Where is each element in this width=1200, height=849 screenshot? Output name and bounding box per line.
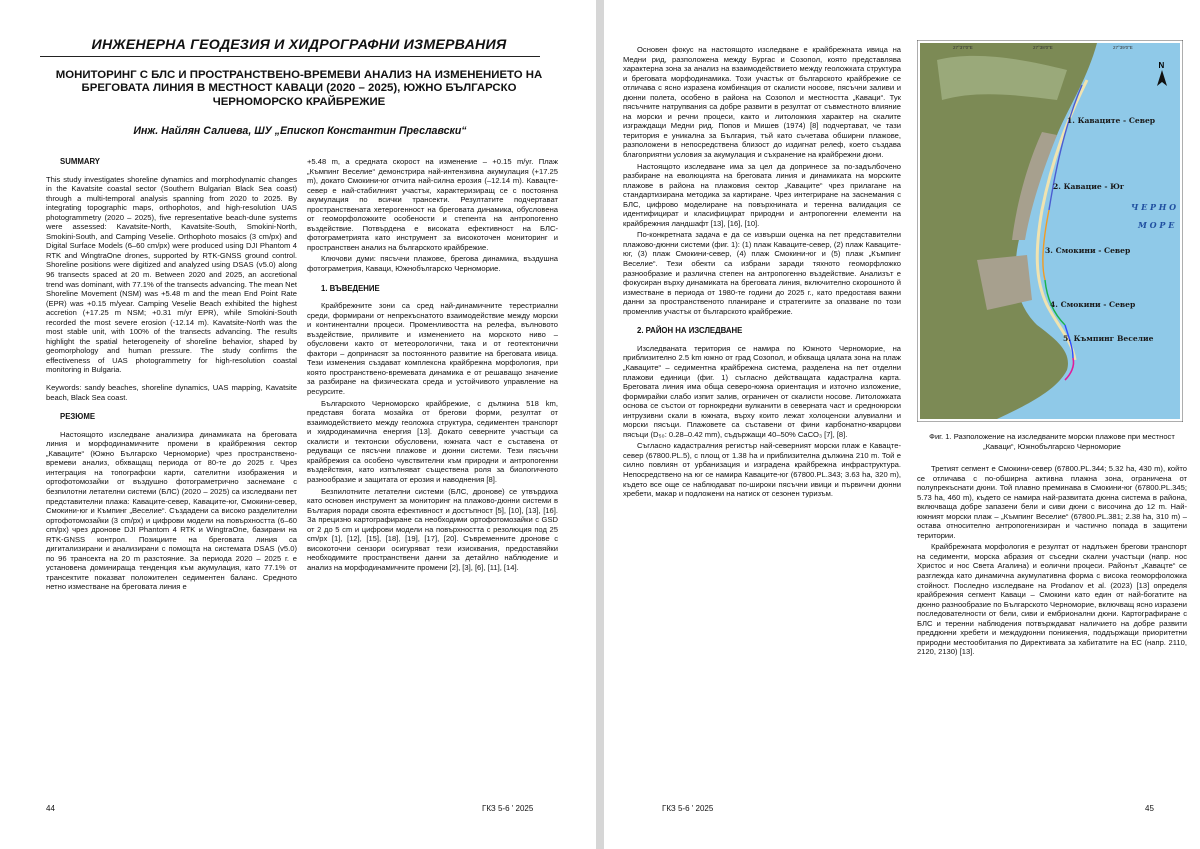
right-paragraph-6: Третият сегмент е Смокини-север (67800.PL.344; 5.32 ha, 430 m), който се отличава с по-обширна активна плажна зона, ограничена от полупрекъснати дюни. Той плавно преминава в Смокини-юг (67800.PL.345; 5.73 ha, 460 m), където се намира най-развитата дюнна система в района, включваща добре запазени бели и сиви дюни с височина до 12 m. Най-южният морски плаж – „Къмпинг Веселие“ (67800.PL.381; 2.38 ha, 310 m) – остава относително антропогенизиран и частично попада в защитени територии. xyxy=(917,464,1187,540)
right-paragraph-2: Настоящото изследване има за цел да допринесе за по-задълбочено разбиране на еволюцията на бреговата линия и динамиката на морските плажове в района на плажовия сектор „Каваците“ чрез прилагане на стандартизирана методика за картиране. Чрез интегриране на заснемания с БЛС, цифрово моделиране на повърхнината и теренна валидация се идентифицират и класифицират природни и антропогенни елементи на крайбрежния ландшафт [13], [16], [10]. xyxy=(623,161,901,228)
resume-continued: +5.48 m, а средната скорост на изменение – +0.15 m/yr. Плаж „Къмпинг Веселие“ демонстрира най-интензивна акумулация (+17.25 m), докато Смокини-юг отчита най-силна ерозия (–12.14 m). Кавацте-север е най-стабилният участък, характеризиращ се с постоянна акумулация по всички трансекти. Резултатите подчертават пространствената хетерогенност на бреговата динамика, обусловена от геоморфоложките особености и степента на антропогенно въздействие. Потвърдена е високата ефективност на БЛС-фотограметрията като инструмент за високоточен мониторинг и пространствен анализ на българското крайбрежие. xyxy=(307,157,558,252)
right-paragraph-3: По-конкретната задача е да се извърши оценка на пет представителни плажово-дюнни системи (фиг. 1): (1) плаж Каваците-север, (2) плаж Каваците-юг, (3) плаж Смокини-север, (4) плаж Смокини-юг и (5) плаж „Къмпинг Веселие“. Тези обекти са избрани заради тяхното геоморфложко разнообразие и различна степен на антропогенно въздействие. Анализът е фокусиран върху динамиката на бреговата линия, включително скорошното й изместване в периода от 1980-те години до 2025 г., като предоставя важни данни за пространственото планиране и стратегиите за опазване по този променлив участък от българското крайбрежие. xyxy=(623,230,901,316)
footer-journal-right: ГКЗ 5-6 ' 2025 xyxy=(662,804,714,813)
footer-journal-left: ГКЗ 5-6 ' 2025 xyxy=(482,804,534,813)
journal-title: ИНЖЕНЕРНА ГЕОДЕЗИЯ И ХИДРОГРАФНИ ИЗМЕРВАНИЯ xyxy=(91,37,507,53)
author-line: Инж. Найлян Салиева, ШУ „Епископ Константин Преславски“ xyxy=(133,125,467,137)
sea-label-2: М О Р Е xyxy=(1138,220,1175,230)
figure-caption: Фиг. 1. Разположение на изследваните морски плажове при местност „Каваци“, Южнобългарско Черноморие xyxy=(929,432,1175,451)
intro-paragraph-1: Крайбрежните зони са сред най-динамичните терестриални среди, формирани от непрекъснатото взаимодействие между морски и континентални процеси. Променливостта на релефа, вълновото въздействие, приливите и изменението на морското ниво – обусловени както от метеорологични, така и от геотектонични фактори – допринасят за постоянното развитие на бреговата ивица. Тези изменения създават комплексна крайбрежна морфология, при която пространствено-времевата динамика е от решаващо значение за разбиране на физическата среда и устойчивото управление на ресурсите. xyxy=(307,301,558,397)
right-page xyxy=(604,0,1200,849)
page-number-left: 44 xyxy=(46,804,55,813)
intro-paragraph-3: Безпилотните летателни системи (БЛС, дронове) се утвърдиха като основен инструмент за мониторинг на плажово-дюнни системи в България поради своята ефективност и достъпност [5], [10], [13], [16]. За прецизно картографиране са необходими ортофотомозайки с GSD от 2 до 5 cm и цифрови модели на повърхността с резолюция под 25 cm/px [1], [12], [15], [18], [19], [17], [20]. Съвременните дронове с високоточни сензори осигуряват тези изисквания, предоставяйки необходимите пространствени данни за детайлно наблюдение и анализ на морфодинамичните промени [2], [3], [6], [11], [14]. xyxy=(307,486,558,572)
map-tick-2: 27°38'0"E xyxy=(1033,45,1053,50)
resume-heading: РЕЗЮМЕ xyxy=(60,412,96,422)
intro-heading: 1. ВЪВЕДЕНИЕ xyxy=(321,283,380,293)
right-paragraph-5: Съгласно кадастралния регистър най-северният морски плаж е Кавацте-север (67800.PL.5), с площ от 1.38 ha и приблизителна дължина 210 m. Той е силно повлиян от урбанизация и изградена крайбрежна инфраструктура. Непосредствено на юг се намира Каваците-юг (67800.PL.343; 3.63 ha, 320 m), където все още се наблюдават по-широки пясъчни ивици и първични дюнни хребети, макар и подложени на натиск от сезонен туризъм. xyxy=(623,441,901,499)
map-label-4: 4. Смокини - Север xyxy=(1050,300,1136,309)
page-number-right: 45 xyxy=(1145,804,1154,813)
map-label-2: 2. Кавацие - Юг xyxy=(1053,182,1125,191)
summary-heading: SUMMARY xyxy=(60,157,100,166)
map-label-5: 5. Къмпинг Веселие xyxy=(1063,334,1154,343)
resume-text: Настоящото изследване анализира динамиката на бреговата линия и морфодинамичните промени в крайбрежния сектор „Каваците“ (Южно Българско Черноморие) чрез пространствено-времеви анализ, обхващащ периода от 80-те до 2025 г. Чрез интеграция на топографски карти, сателитни изображения и ортофотомозайки от въздушно фотограметрично заснемане с безпилотни летателни системи (БЛС) (2020 – 2025) са изследвани пет представителни плажа: Каваците-север, Каваците-юг, Смокини-север, Смокини-юг и Къмпинг „Веселие“. Създадени са високо разделителни ортофотомозайки (3 cm/px) и цифрови модели на повърхността (6–60 cm/px) чрез дронове DJI Phantom 4 RTK и WingtraOne, базирани на RTK-GNSS контрол. Позициите на бреговата линия са дигитализирани и анализирани с помощта на системата DSAS (v5.0) по 96 трансекта на 20 m разстояние. За периода 2020 – 2025 г. е установена доминираща тенденция към акумулация, като 77.1% от трансектите показват положителен седиментен баланс. Средното нетно изместване на бреговата линия е xyxy=(46,429,297,592)
study-area-heading: 2. РАЙОН НА ИЗСЛЕДВАНЕ xyxy=(637,326,743,336)
left-page xyxy=(0,0,596,849)
study-area-map xyxy=(917,40,1183,422)
map-tick-1: 27°37'0"E xyxy=(953,45,973,50)
right-column-2 xyxy=(917,464,1187,659)
map-label-3: 3. Смокини - Север xyxy=(1045,246,1131,255)
page-gutter xyxy=(596,0,604,849)
map-label-1: 1. Каваците - Север xyxy=(1067,116,1156,125)
map-tick-3: 27°39'0"E xyxy=(1113,45,1133,50)
right-paragraph-1: Основен фокус на настоящото изследване е крайбрежната ивица на Медни рид, разположена между Бургас и Созопол, която представлява характерна зона за анализ на взаимодействието между геоложката структура и бреговата морфодинамика. Този участък от българското крайбрежие се отличава с ясно изразена комбинация от скалисти носове, пясъчни заливи и дюнни полета, особено в района на Созопол и местността „Каваци“. Тук пясъчните натрупвания са добре развити в резултат от съвместното влияние на морски и речни процеси, както и литоложкия характер на скалите изграждащи Медни рид. Попов и Мишев (1974) [8] подчертават, че тази територия е уникална за България, тъй като съчетава обширни плажове, разположени в непосредствена близост до издигнат релеф, което създава благоприятни условия за акумулация и съхранение на крайбрежни дюни. xyxy=(623,45,901,160)
title-rule xyxy=(40,56,540,57)
intro-paragraph-2: Българското Черноморско крайбрежие, с дължина 518 km, представя богата мозайка от брегови форми, резултат от взаимодействието между геоложка структура, седиментен транспорт и хидродинамична енергия [13]. Докато северните участъци са скалисти и тектонски обусловени, южната част е съставена от редуващи се пясъчни плажове и дюнни системи. Тези пясъчни крайбрежия са особено чувствителни към природни и антропогенни въздействия, като изпълняват съществена роля за биологичното разнообразие и защитата от ерозия и наводнения [8]. xyxy=(307,398,558,484)
article-title: МОНИТОРИНГ С БЛС И ПРОСТРАНСТВЕНО-ВРЕМЕВИ АНАЛИЗ НА ИЗМЕНЕНИЕТО НА БРЕГОВАТА ЛИНИЯ В МЕСТНОСТ КАВАЦИ (2020 – 2025), ЮЖНО БЪЛГАРСКО ЧЕРНОМОРСКО КРАЙБРЕЖИЕ xyxy=(55,69,543,108)
sea-label-1: Ч Е Р Н О xyxy=(1131,202,1177,212)
right-paragraph-4: Изследваната територия се намира по Южното Черноморие, на приблизително 2.5 km южно от град Созопол, и обхваща цялата зона на плаж „Каваците“ – седиментна крайбрежна система, разделена на пет отделни плажови единици (фиг. 1) съгласно действащата кадастрална карта. Бреговата линия има обща северо-южна ориентация и източно изложение, формирайки слабо изпит залив, ограничен от скалисти носове. Литоложката основа се състои от горнокредни вулканити в северната част и средноюрски интрузивни скали в южната, върху които лежат холоценски алувиални и морски пясъци. Плажовете са съставени от фини карбонатно-кварцови пясъци (D₅₀: 0.28–0.42 mm), съдържащи 40–50% CaCO₃ [7], [8]. xyxy=(623,343,901,439)
right-column-1 xyxy=(623,45,901,501)
left-column-1 xyxy=(46,157,297,594)
keywords-bg: Ключови думи: пясъчни плажове, брегова динамика, въздушна фотограметрия, Каваци, Южнобългарско Черноморие. xyxy=(307,254,558,274)
north-label: N xyxy=(1158,61,1165,70)
left-column-2 xyxy=(307,157,558,574)
keywords-en: Keywords: sandy beaches, shoreline dynamics, UAS mapping, Kavatsite beach, Black Sea coast. xyxy=(46,383,297,402)
right-paragraph-7: Крайбрежната морфология е резултат от надлъжен брегови транспорт на седименти, морска абразия от съседни скални участъци (напр. нос Христос и нос Света Агалина) и еолични процеси. Районът „Кавацте“ се разглежда като динамична акумулативна форма с висока геоморфоложка стойност. Последно изследване на Prodanov et al. (2023) [13] определя крайбрежния сегмент Каваци – Смокини като един от най-богатите на дюнно разнообразие по Българското Черноморие, включващ ясно изразени последователности от бели, сиви и ембрионални дюни. Картографиране с БЛС и теренни наблюдения потвърждават наличието на добре развити преддюнни хребети и междудюнни понижения, поддържащи приоритетни природни местообитания по Директивата за хабитатите на ЕС (напр. 2110, 2120, 2130) [13]. xyxy=(917,542,1187,657)
summary-text: This study investigates shoreline dynamics and morphodynamic changes in the Kavatsite coastal sector (Southern Bulgarian Black Sea coast) through a multi-temporal analysis spanning from 2020 to 2025. By integrating topographic maps, orthophotos, and high-resolution UAS photogrammetry (2020 – 2025), five representative beach-dune systems were assessed: Kavatsite-North, Kavatsite-South, Smokini-North, Smokini-South, and Camping Veselie. Orthophoto mosaics (3 cm/px) and Digital Surface Models (6–60 cm/px) were produced using DJI Phantom 4 RTK and WingtraOne drones, supported by RTK-GNSS ground control. Shoreline positions were digitized and analyzed using DSAS (v5.0) along 96 transects spaced at 20 m. Between 2020 and 2025, an accretional trend was dominant, with 77.1% of the transects advancing. The mean Net Shoreline Movement (NSM) was +5.48 m and the mean End Point Rate (EPR) was +0.15 m/year. Camping Veselie Beach exhibited the highest accretion (+17.25 m NSM; +0.31 m/yr EPR), while Smokini-South recorded the most severe erosion (-12.14 m). Kavatsite-North was the most stable unit, with 100% of the transects advancing. The results highlight the spatial heterogeneity of shoreline behavior, shaped by geomorphology and human pressure. The study confirms the effectiveness of UAS photogrammetry for high-resolution coastal monitoring in Bulgaria. xyxy=(46,174,297,375)
